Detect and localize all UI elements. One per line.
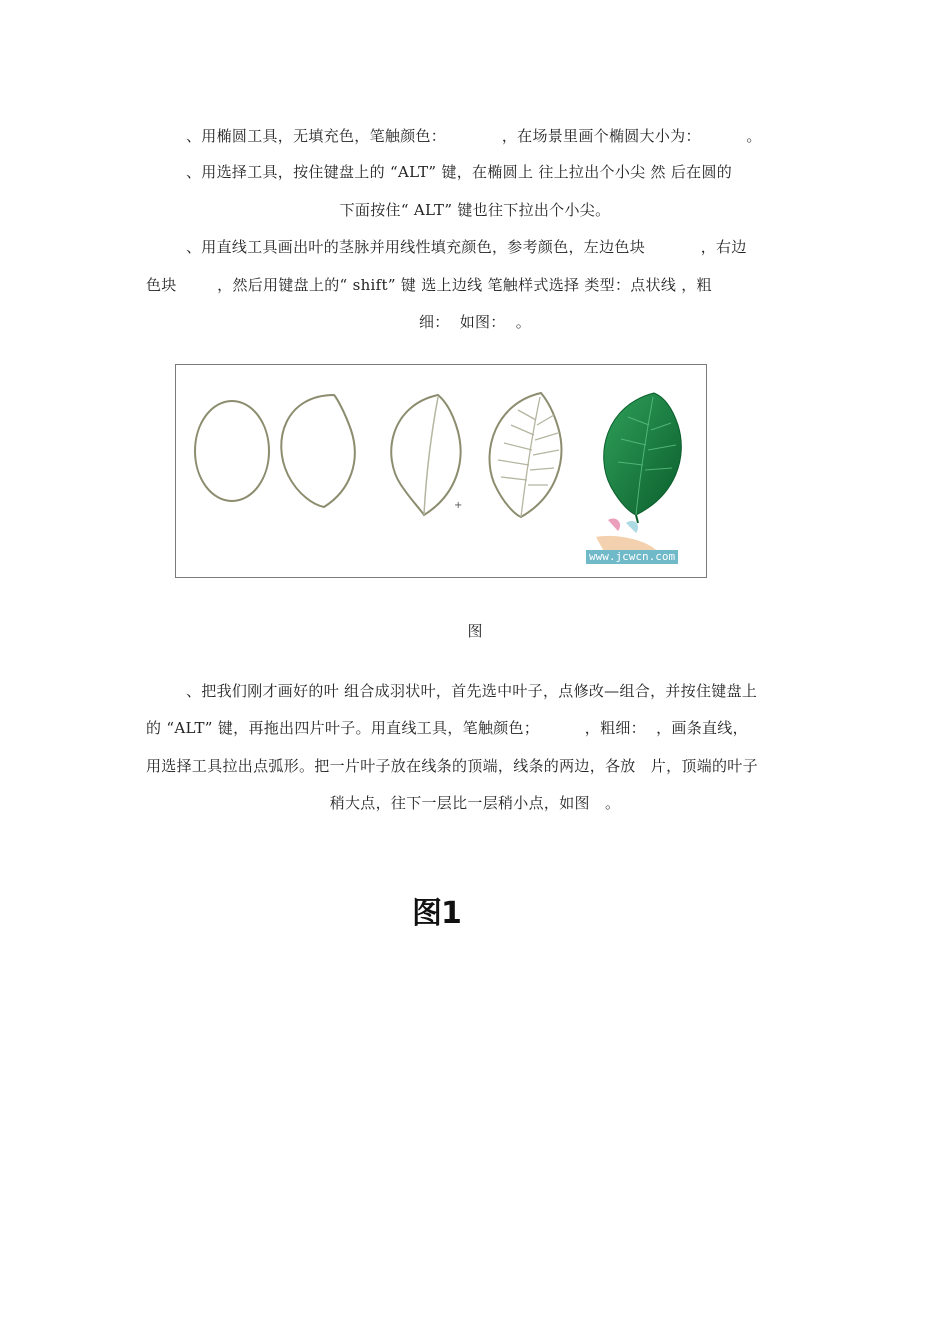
para-4-line-3: 用选择工具拉出点弧形。把一片叶子放在线条的顶端，线条的两边，各放 片，顶端的叶子 xyxy=(146,757,758,775)
para-4-line-2: 的 “ALT” 键，再拖出四片叶子。用直线工具，笔触颜色； ，粗细： ，画条直线， xyxy=(146,719,748,737)
para-3-line-3: 细： 如图： 。 xyxy=(418,313,532,331)
watermark-text: www.jcwcn.com xyxy=(586,550,678,564)
para-2-line-2: 下面按住“ ALT” 键也往下拉出个小尖。 xyxy=(339,201,611,219)
para-2-line-1: 、用选择工具，按住键盘上的 “ALT” 键，在椭圆上 往上拉出个小尖 然 后在圆的 xyxy=(186,163,733,181)
ellipse-outline xyxy=(195,401,269,501)
figure-title: 图1 xyxy=(412,896,461,931)
leaf-veins xyxy=(498,397,559,517)
leaf-steps-drawing xyxy=(176,365,706,577)
leaf-outline-veins xyxy=(489,393,561,517)
para-4-line-4: 稍大点，往下一层比一层稍小点，如图 。 xyxy=(329,794,621,812)
figure-caption: 图 xyxy=(467,622,483,640)
para-3-line-1: 、用直线工具画出叶的茎脉并用线性填充颜色，参考颜色，左边色块 ，右边 xyxy=(186,238,747,256)
leaf-midrib xyxy=(424,397,438,515)
svg-text:+: + xyxy=(454,500,463,511)
para-3-line-2: 色块 ，然后用键盘上的“ shift” 键 选上边线 笔触样式选择 类型：点状线 ，粗 xyxy=(146,276,712,294)
leaf-filled-green xyxy=(604,393,682,515)
para-4-line-1: 、把我们刚才画好的叶 组合成羽状叶，首先选中叶子，点修改—组合，并按住键盘上 xyxy=(186,682,758,700)
para-1-line-1: 、用椭圆工具，无填充色，笔触颜色： ，在场景里画个椭圆大小为： 。 xyxy=(186,127,762,145)
leaf-outline-pointed xyxy=(281,395,355,507)
leaf-outline-midrib xyxy=(391,395,463,515)
